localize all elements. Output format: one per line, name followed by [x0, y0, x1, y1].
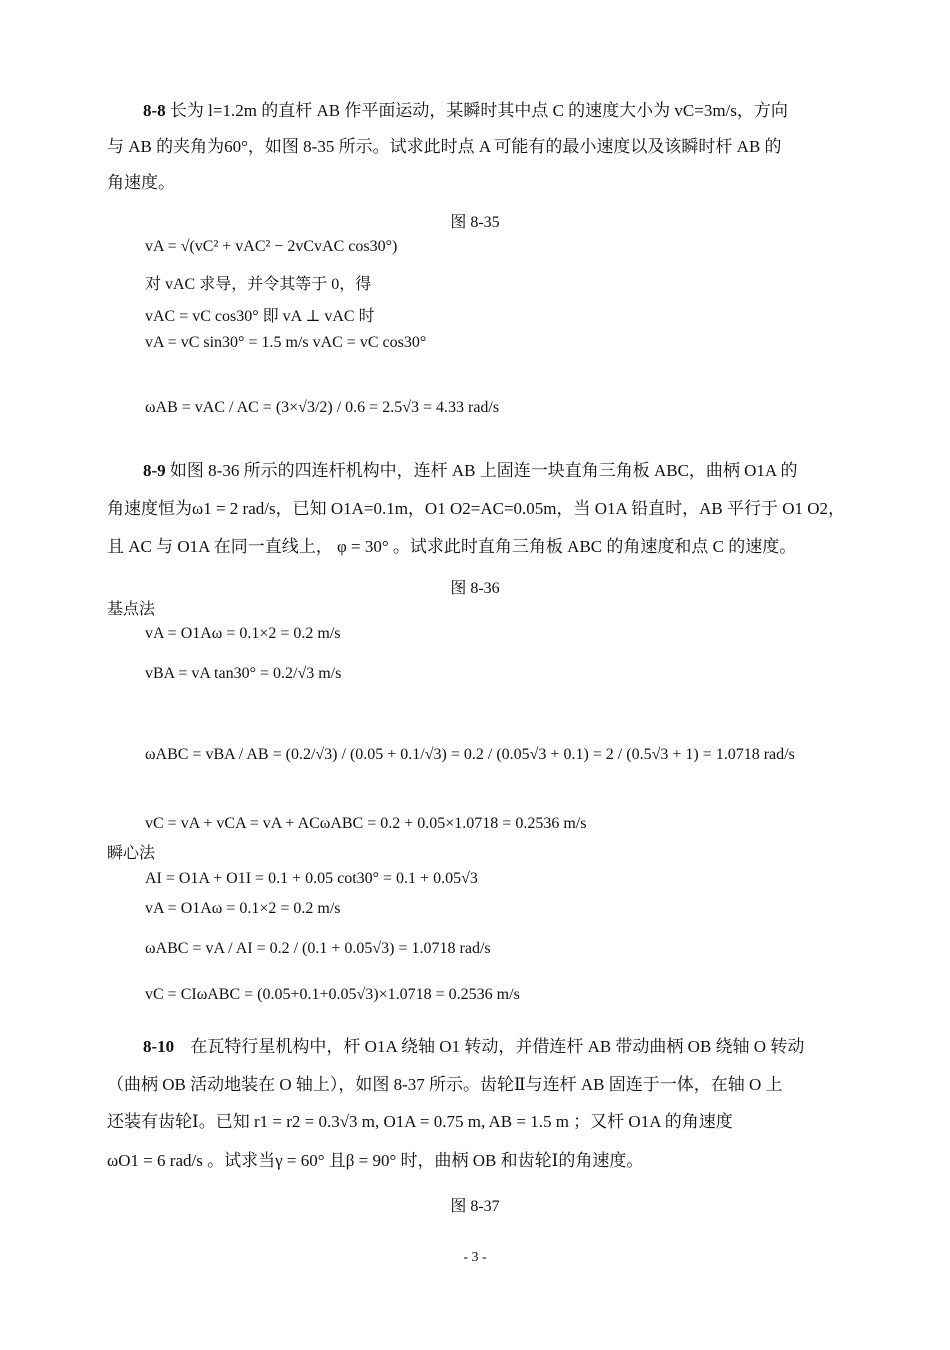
- problem-8-9-line-2: 角速度恒为ω1 = 2 rad/s，已知 O1A=0.1m，O1 O2=AC=0.05m，当 O1A 铅直时，AB 平行于 O1 O2，: [107, 499, 846, 518]
- formula: ωABC = vA / AI = 0.2 / (0.1 + 0.05√3) = 1.0718 rad/s: [145, 940, 491, 957]
- formula: vC = CIωABC = (0.05+0.1+0.05√3)×1.0718 = 0.2536 m/s: [145, 986, 520, 1003]
- problem-8-10-line-4: ωO1 = 6 rad/s 。试求当γ = 60° 且β = 90° 时，曲柄 OB 和齿轮Ⅰ的角速度。: [107, 1151, 644, 1170]
- problem-8-8-line-3: 角速度。: [107, 173, 175, 192]
- problem-number: 8-10: [143, 1037, 175, 1056]
- problem-number: 8-9: [143, 461, 166, 480]
- problem-text: 在瓦特行星机构中，杆 O1A 绕轴 O1 转动，并借连杆 AB 带动曲柄 OB 绕轴 O 转动: [190, 1037, 805, 1056]
- formula: ωAB = vAC / AC = (3×√3/2) / 0.6 = 2.5√3 = 4.33 rad/s: [145, 399, 500, 416]
- problem-8-10-line-2: （曲柄 OB 活动地装在 O 轴上），如图 8-37 所示。齿轮Ⅱ与连杆 AB 固连于一体，在轴 O 上: [107, 1075, 783, 1094]
- formula: vAC = vC cos30° 即 vA ⊥ vAC 时: [145, 308, 375, 325]
- problem-8-8-line-2: 与 AB 的夹角为60°，如图 8-35 所示。试求此时点 A 可能有的最小速度以及该瞬时杆 AB 的: [107, 137, 782, 156]
- problem-8-10-line-1: [107, 1035, 804, 1059]
- method-heading: 瞬心法: [107, 845, 156, 862]
- problem-8-8-line-1: [107, 99, 788, 123]
- problem-8-9-line-1: [107, 459, 798, 483]
- problem-number: 8-8: [143, 101, 166, 120]
- figure-caption: 图 8-36: [450, 580, 500, 597]
- formula: vA = O1Aω = 0.1×2 = 0.2 m/s: [145, 625, 341, 642]
- formula: ωABC = vBA / AB = (0.2/√3) / (0.05 + 0.1/√3) = 0.2 / (0.05√3 + 0.1) = 2 / (0.5√3 + 1) = 1.0718 rad/s: [145, 746, 795, 763]
- formula: 对 vAC 求导，并令其等于 0，得: [145, 276, 372, 293]
- formula: vA = O1Aω = 0.1×2 = 0.2 m/s: [145, 900, 341, 917]
- problem-8-9-line-3: 且 AC 与 O1A 在同一直线上， φ = 30° 。试求此时直角三角板 ABC 的角速度和点 C 的速度。: [107, 537, 797, 556]
- formula: vC = vA + vCA = vA + ACωABC = 0.2 + 0.05×1.0718 = 0.2536 m/s: [145, 815, 587, 832]
- formula: vBA = vA tan30° = 0.2/√3 m/s: [145, 665, 342, 682]
- formula: vA = √(vC² + vAC² − 2vCvAC cos30°): [145, 238, 398, 255]
- formula: vA = vC sin30° = 1.5 m/s vAC = vC cos30°: [145, 334, 427, 351]
- problem-8-10-line-3: 还装有齿轮Ⅰ。已知 r1 = r2 = 0.3√3 m, O1A = 0.75 m, AB = 1.5 m ；又杆 O1A 的角速度: [107, 1112, 733, 1131]
- problem-text: 如图 8-36 所示的四连杆机构中，连杆 AB 上固连一块直角三角板 ABC，曲柄 O1A 的: [169, 461, 798, 480]
- figure-caption: 图 8-37: [450, 1198, 500, 1215]
- method-heading: 基点法: [107, 601, 156, 618]
- problem-text: 长为 l=1.2m 的直杆 AB 作平面运动，某瞬时其中点 C 的速度大小为 vC=3m/s，方向: [169, 101, 788, 120]
- figure-caption: 图 8-35: [450, 214, 500, 231]
- page-number: - 3 -: [463, 1250, 487, 1265]
- formula: AI = O1A + O1I = 0.1 + 0.05 cot30° = 0.1 + 0.05√3: [145, 870, 478, 887]
